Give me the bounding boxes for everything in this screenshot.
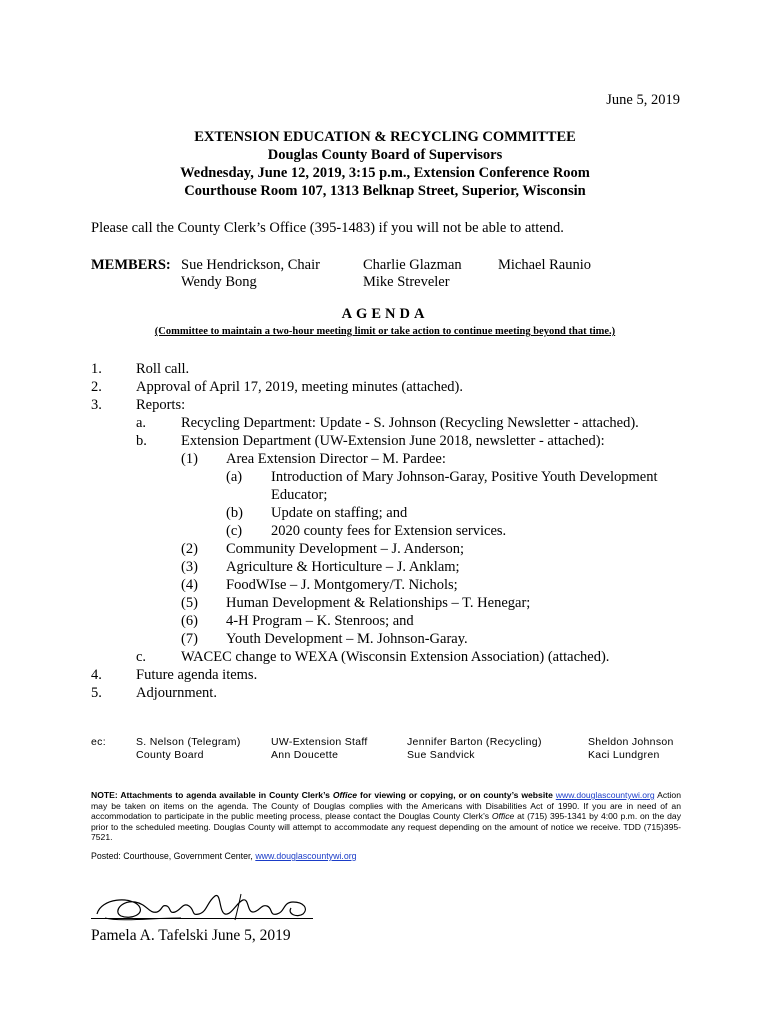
- agenda-subsubitem-number: (6): [181, 613, 198, 629]
- note-office: Office: [491, 811, 515, 821]
- agenda-item-text: Future agenda items.: [136, 667, 258, 683]
- note-label: NOTE:: [91, 790, 118, 800]
- members-label: MEMBERS:: [91, 257, 171, 273]
- agenda-subsubitem-text: Agriculture & Horticulture – J. Anklam;: [226, 559, 460, 575]
- agenda-subsubitem-text: Youth Development – M. Johnson-Garay.: [226, 631, 468, 647]
- agenda-meeting-limit-note: (Committee to maintain a two-hour meeting limit or take action to continue meeting beyond that time.): [154, 326, 616, 337]
- agenda-subsubitem-number: (2): [181, 541, 198, 557]
- agenda-detail-text: Update on staffing; and: [271, 505, 408, 521]
- agenda-subsubitem-number: (1): [181, 451, 198, 467]
- ec-recipient: Ann Doucette: [271, 749, 339, 761]
- call-notice: Please call the County Clerk’s Office (395-1483) if you will not be able to attend.: [91, 220, 564, 236]
- member-name: Charlie Glazman: [363, 257, 462, 273]
- member-name: Mike Streveler: [363, 274, 450, 290]
- agenda-item-number: 3.: [91, 397, 102, 413]
- agenda-detail-letter: (b): [226, 505, 243, 521]
- signature-name-date: Pamela A. Tafelski June 5, 2019: [91, 927, 291, 944]
- document-date: June 5, 2019: [606, 92, 680, 108]
- ec-recipient: Jennifer Barton (Recycling): [407, 736, 542, 748]
- agenda-subsubitem-number: (4): [181, 577, 198, 593]
- agenda-detail-text: Introduction of Mary Johnson-Garay, Positive Youth Development: [271, 469, 658, 485]
- agenda-item-number: 4.: [91, 667, 102, 683]
- agenda-subsubitem-number: (3): [181, 559, 198, 575]
- posted-notice: [91, 851, 357, 861]
- agenda-subitem-text: Recycling Department: Update - S. Johnson (Recycling Newsletter - attached).: [181, 415, 639, 431]
- agenda-subitem-letter: a.: [136, 415, 147, 431]
- ec-recipient: UW-Extension Staff: [271, 736, 368, 748]
- agenda-subsubitem-number: (5): [181, 595, 198, 611]
- agenda-item-number: 2.: [91, 379, 102, 395]
- note-office: Office: [332, 790, 358, 800]
- ec-recipient: Sheldon Johnson: [588, 736, 674, 748]
- agenda-detail-letter: (a): [226, 469, 243, 485]
- ec-recipient: Kaci Lundgren: [588, 749, 660, 761]
- agenda-subsubitem-text: Human Development & Relationships – T. Henegar;: [226, 595, 531, 611]
- agenda-title: AGENDA: [341, 306, 429, 322]
- agenda-item-text: Adjournment.: [136, 685, 217, 701]
- ec-recipient: County Board: [136, 749, 204, 761]
- note-text: for viewing or copying, or on county’s website: [357, 790, 556, 800]
- agenda-subitem-text: WACEC change to WEXA (Wisconsin Extension Association) (attached).: [181, 649, 610, 665]
- committee-name: EXTENSION EDUCATION & RECYCLING COMMITTEE: [194, 129, 576, 145]
- posted-website-link[interactable]: www.douglascountywi.org: [255, 851, 357, 861]
- meeting-location: Courthouse Room 107, 1313 Belknap Street, Superior, Wisconsin: [184, 183, 586, 199]
- signature-line: [91, 918, 313, 919]
- agenda-subsubitem-text: 4-H Program – K. Stenroos; and: [226, 613, 414, 629]
- agenda-detail-text: Educator;: [271, 487, 328, 503]
- handwritten-signature: [91, 888, 321, 928]
- member-name: Sue Hendrickson, Chair: [181, 257, 320, 273]
- meeting-datetime: Wednesday, June 12, 2019, 3:15 p.m., Extension Conference Room: [180, 165, 590, 181]
- agenda-item-number: 1.: [91, 361, 102, 377]
- agenda-item-text: Roll call.: [136, 361, 190, 377]
- note-text: Action may be taken on items on the agenda. The County of Douglas complies with the Americans with Disabilities Act of 1990. If you are in need of an accommodation to participate in the public meeting process, please contact the Douglas County Clerk’s: [91, 790, 681, 821]
- note-text: Attachments to agenda available in County Clerk’s: [117, 790, 333, 800]
- agenda-item-number: 5.: [91, 685, 102, 701]
- ec-recipient: Sue Sandvick: [407, 749, 475, 761]
- ec-recipient: S. Nelson (Telegram): [136, 736, 241, 748]
- agenda-subsubitem-number: (7): [181, 631, 198, 647]
- agenda-subsubitem-text: Area Extension Director – M. Pardee:: [226, 451, 446, 467]
- agenda-item-text: Approval of April 17, 2019, meeting minutes (attached).: [136, 379, 463, 395]
- meeting-header: [0, 128, 770, 200]
- agenda-subsubitem-text: Community Development – J. Anderson;: [226, 541, 465, 557]
- agenda-subitem-text: Extension Department (UW-Extension June 2018, newsletter - attached):: [181, 433, 605, 449]
- county-website-link[interactable]: www.douglascountywi.org: [555, 790, 655, 800]
- agenda-subitem-letter: c.: [136, 649, 147, 665]
- ec-label: ec:: [91, 736, 106, 748]
- attachments-note: [91, 790, 681, 843]
- agenda-detail-letter: (c): [226, 523, 243, 539]
- member-name: Wendy Bong: [181, 274, 257, 290]
- posted-text: Posted: Courthouse, Government Center,: [91, 851, 256, 861]
- agenda-subsubitem-text: FoodWIse – J. Montgomery/T. Nichols;: [226, 577, 458, 593]
- agenda-subitem-letter: b.: [136, 433, 147, 449]
- agenda-detail-text: 2020 county fees for Extension services.: [271, 523, 507, 539]
- agenda-item-text: Reports:: [136, 397, 186, 413]
- note-text: at (715) 395-1341 by 4:00 p.m. on the day prior to the scheduled meeting. Douglas County will attempt to accommodate any request depending on the amount of notice we receive. TDD (715)395-7521.: [91, 811, 682, 842]
- member-name: Michael Raunio: [498, 257, 592, 273]
- board-name: Douglas County Board of Supervisors: [267, 147, 503, 163]
